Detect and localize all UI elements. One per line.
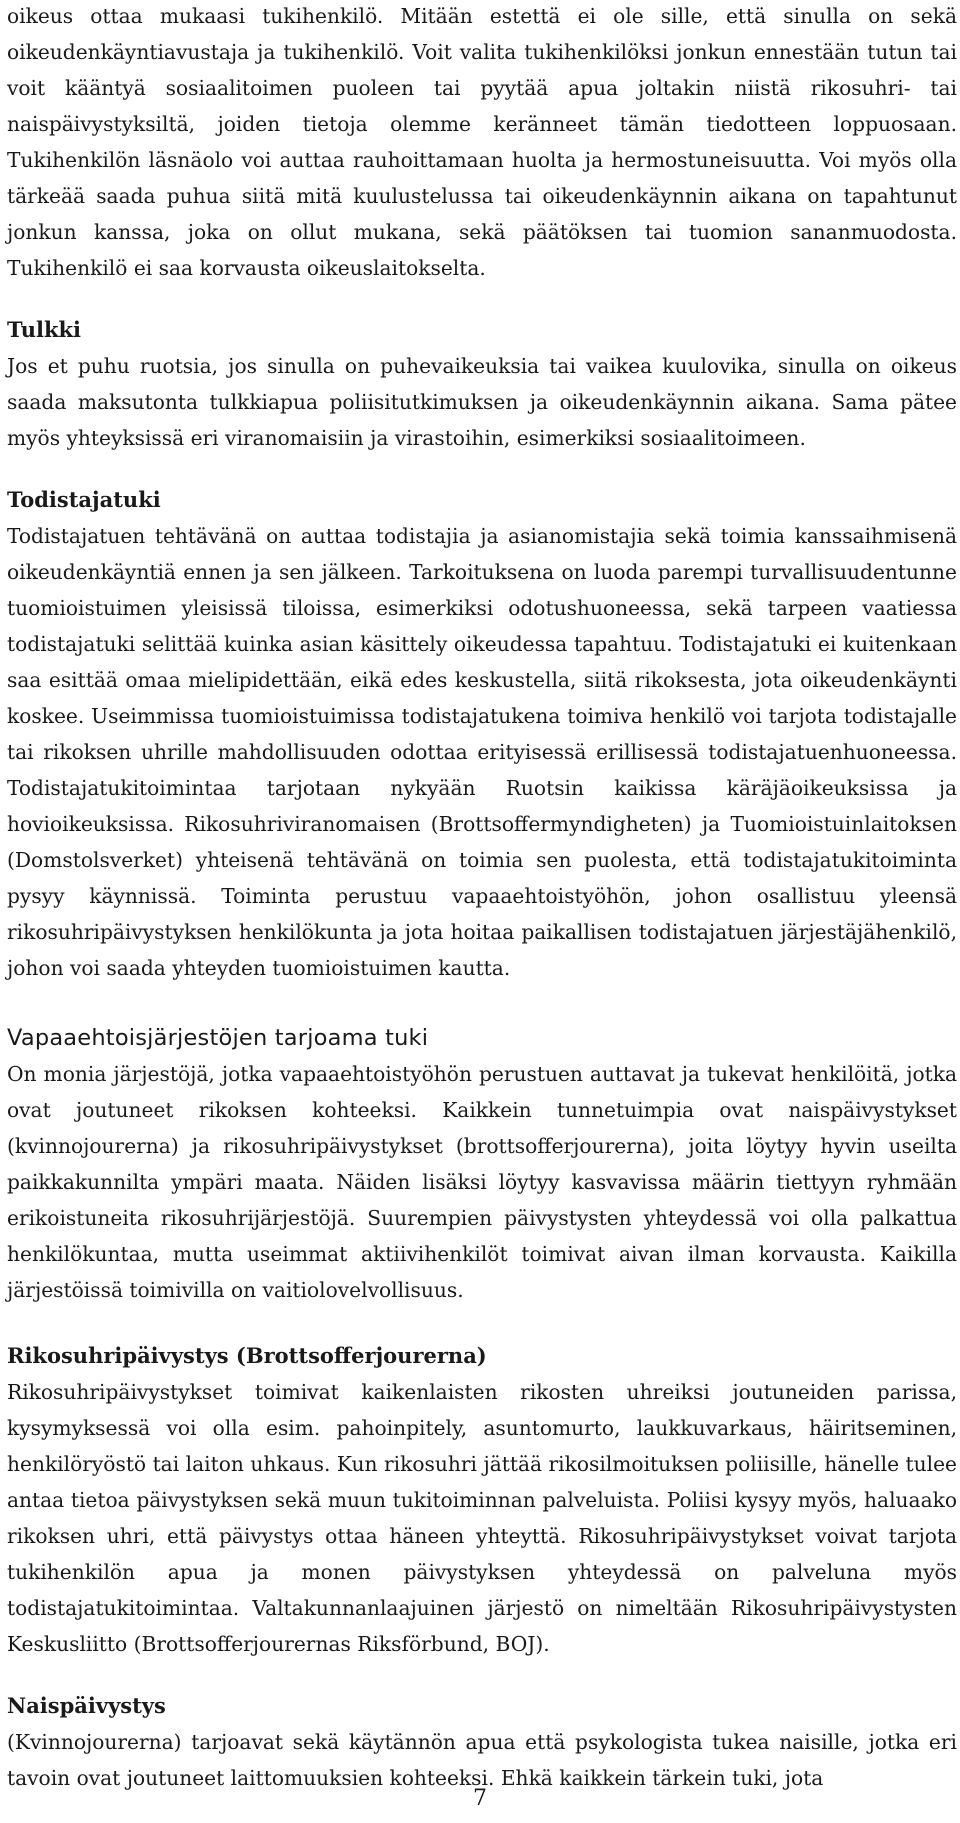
- section-heading-todistajatuki: Todistajatuki: [7, 487, 161, 512]
- section-text-todistajatuki: Todistajatuen tehtävänä on auttaa todistajia ja asianomistajia sekä toimia kanssaihmisenä oikeudenkäyntiä ennen ja sen jälkeen. Tarkoituksena on luoda parempi turvallisuudentunne tuomioistuimen yleisissä tiloissa, esimerkiksi odotushuoneessa, sekä tarpeen vaatiessa todistajatuki selittää kuinka asian käsittely oikeudessa tapahtuu. Todistajatuki ei kuitenkaan saa esittää omaa mielipidettään, eikä edes keskustella, siitä rikoksesta, jota oikeudenkäynti koskee. Useimmissa tuomioistuimissa todistajatukena toimiva henkilö voi tarjota todistajalle tai rikoksen uhrille mahdollisuuden odottaa erityisessä erillisessä todistajatuenhuoneessa. Todistajatukitoimintaa tarjotaan nykyään Ruotsin kaikissa käräjäoikeuksissa ja hovioikeuksissa. Rikosuhriviranomaisen (Brottsoffermyndigheten) ja Tuomioistuinlaitoksen (Domstolsverket) yhteisenä tehtävänä on toimia sen puolesta, että todistajatukitoiminta pysyy käynnissä. Toiminta perustuu vapaaehtoistyöhön, johon osallistuu yleensä rikosuhripäivystyksen henkilökunta ja jota hoitaa paikallisen todistajatuen järjestäjähenkilö, johon voi saada yhteyden tuomioistuimen kautta.: [7, 524, 957, 980]
- page-content: [7, 0, 957, 1796]
- section-heading-tulkki: Tulkki: [7, 317, 82, 342]
- section-text-vapaaehtoisjarjestot: On monia järjestöjä, jotka vapaaehtoistyöhön perustuen auttavat ja tukevat henkilöitä, jotka ovat joutuneet rikoksen kohteeksi. Kaikkein tunnetuimpia ovat naispäivystykset (kvinnojourerna) ja rikosuhripäivystykset (brottsofferjourerna), joita löytyy hyvin useilta paikkakunnilta ympäri maata. Näiden lisäksi löytyy kasvavissa määrin tiettyyn ryhmään erikoistuneita rikosuhrijärjestöjä. Suurempien päivystysten yhteydessä voi olla palkattua henkilökuntaa, mutta useimmat aktiivihenkilöt toimivat aivan ilman korvausta. Kaikilla järjestöissä toimivilla on vaitiolovelvollisuus.: [7, 1062, 957, 1302]
- section-heading-rikosuhripaivystys: Rikosuhripäivystys (Brottsofferjourerna): [7, 1343, 487, 1368]
- intro-paragraph: oikeus ottaa mukaasi tukihenkilö. Mitään estettä ei ole sille, että sinulla on sekä oikeudenkäyntiavustaja ja tukihenkilö. Voit valita tukihenkilöksi jonkun ennestään tutun tai voit kääntyä sosiaalitoimen puoleen tai pyytää apua joltakin niistä rikosuhri- tai naispäivystyksiltä, joiden tietoja olemme keränneet tämän tiedotteen loppuosaan. Tukihenkilön läsnäolo voi auttaa rauhoittamaan huolta ja hermostuneisuutta. Voi myös olla tärkeää saada puhua siitä mitä kuulustelussa tai oikeudenkäynnin aikana on tapahtunut jonkun kanssa, joka on ollut mukana, sekä päätöksen tai tuomion sananmuodosta. Tukihenkilö ei saa korvausta oikeuslaitokselta.: [7, 4, 957, 280]
- section-text-tulkki: Jos et puhu ruotsia, jos sinulla on puhevaikeuksia tai vaikea kuulovika, sinulla on oikeus saada maksutonta tulkkiapua poliisitutkimuksen ja oikeudenkäynnin aikana. Sama pätee myös yhteyksissä eri viranomaisiin ja virastoihin, esimerkiksi sosiaalitoimeen.: [7, 354, 957, 450]
- section-text-naispaivystys: (Kvinnojourerna) tarjoavat sekä käytännön apua että psykologista tukea naisille, jotka eri tavoin ovat joutuneet laittomuuksien kohteeksi. Ehkä kaikkein tärkein tuki, jota: [7, 1730, 957, 1790]
- section-text-rikosuhripaivystys: Rikosuhripäivystykset toimivat kaikenlaisten rikosten uhreiksi joutuneiden parissa, kysymyksessä voi olla esim. pahoinpitely, asuntomurto, laukkuvarkaus, häiritseminen, henkilöryöstö tai laiton uhkaus. Kun rikosuhri jättää rikosilmoituksen poliisille, hänelle tulee antaa tietoa päivystyksen sekä muun tukitoiminnan palveluista. Poliisi kysyy myös, haluaako rikoksen uhri, että päivystys ottaa häneen yhteyttä. Rikosuhripäivystykset voivat tarjota tukihenkilön apua ja monen päivystyksen yhteydessä on palveluna myös todistajatukitoimintaa. Valtakunnanlaajuinen järjestö on nimeltään Rikosuhripäivystysten Keskusliitto (Brottsofferjourernas Riksförbund, BOJ).: [7, 1380, 957, 1656]
- section-heading-vapaaehtoisjarjestot: Vapaaehtoisjärjestöjen tarjoama tuki: [7, 1025, 429, 1051]
- section-heading-naispaivystys: Naispäivystys: [7, 1693, 166, 1718]
- page-number: 7: [473, 1786, 487, 1811]
